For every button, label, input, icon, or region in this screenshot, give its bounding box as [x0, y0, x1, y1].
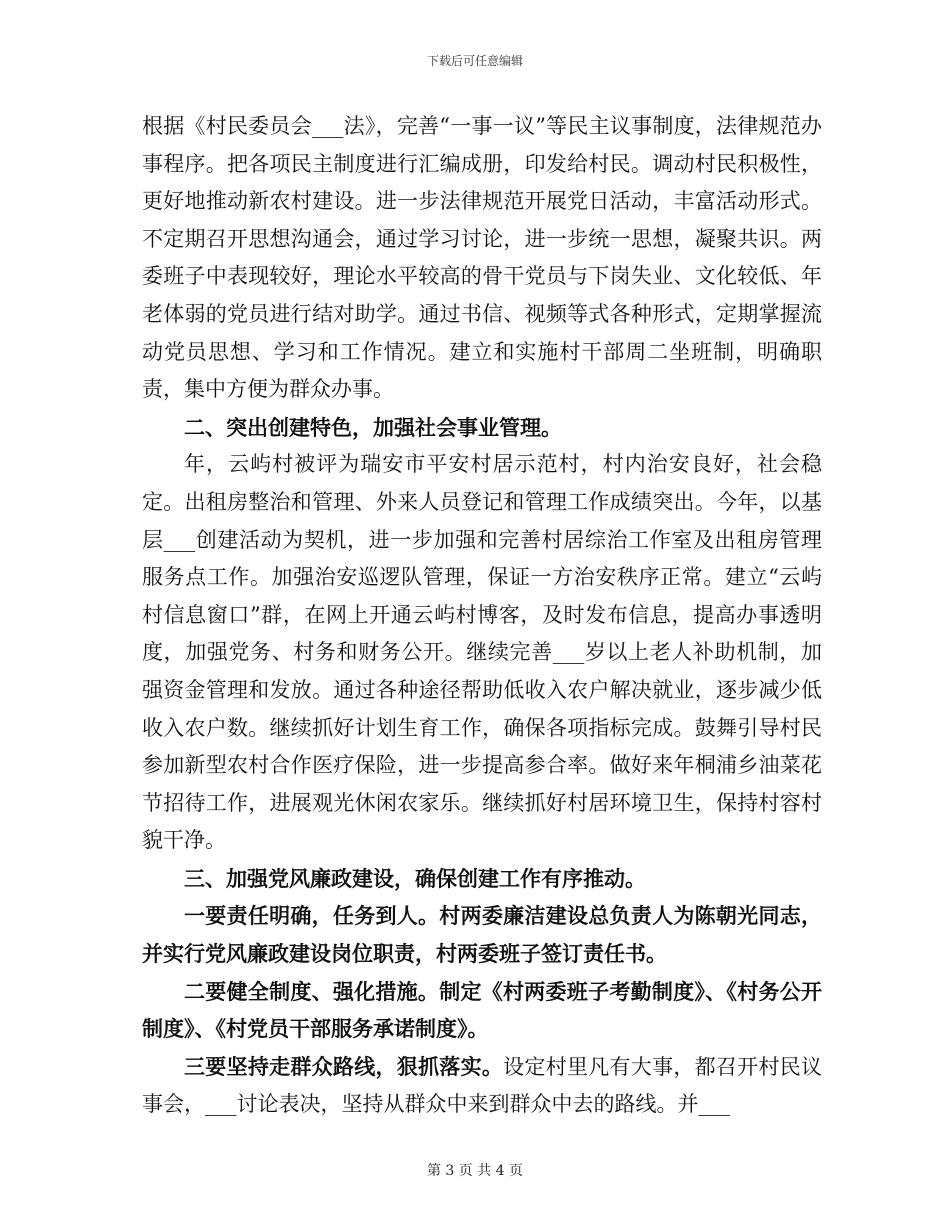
document-body — [142, 108, 822, 1124]
paragraph-system: 二要健全制度、强化措施。制定《村两委班子考勤制度》、《村务公开制度》、《村党员干部服务承诺制度》。 — [142, 978, 822, 1042]
paragraph-2: 年，云屿村被评为瑞安市平安村居示范村，村内治安良好，社会稳定。出租房整治和管理、外来人员登记和管理工作成绩突出。今年，以基层___创建活动为契机，进一步加强和完善村居综治工作室及出租房管理服务点工作。加强治安巡逻队管理，保证一方治安秩序正常。建立“云屿村信息窗口”群，在网上开通云屿村博客，及时发布信息，提高办事透明度，加强党务、村务和财务公开。继续完善___岁以上老人补助机制，加强资金管理和发放。通过各种途径帮助低收入农户解决就业，逐步减少低收入农户数。继续抓好计划生育工作，确保各项指标完成。鼓舞引导村民参加新型农村合作医疗保险，进一步提高参合率。做好来年桐浦乡油菜花节招待工作，进展观光休闲农家乐。继续抓好村居环境卫生，保持村容村貌干净。 — [142, 452, 822, 853]
page-number: 第 3 页 共 4 页 — [426, 1163, 524, 1179]
paragraph-1: 根据《村民委员会___法》，完善“一事一议”等民主议事制度，法律规范办事程序。把各项民主制度进行汇编成册，印发给村民。调动村民积极性，更好地推动新农村建设。进一步法律规范开展党日活动，丰富活动形式。不定期召开思想沟通会，通过学习讨论，进一步统一思想，凝聚共识。两委班子中表现较好，理论水平较高的骨干党员与下岗失业、文化较低、年老体弱的党员进行结对助学。通过书信、视频等式各种形式，定期掌握流动党员思想、学习和工作情况。建立和实施村干部周二坐班制，明确职责，集中方便为群众办事。 — [142, 114, 822, 402]
section-heading-3: 三、加强党风廉政建设，确保创建工作有序推动。 — [184, 865, 646, 891]
section-heading-2: 二、突出创建特色，加强社会事业管理。 — [184, 414, 562, 440]
paragraph-responsibility: 一要责任明确，任务到人。村两委廉洁建设总负责人为陈朝光同志，并实行党风廉政建设岗位职责，村两委班子签订责任书。 — [142, 903, 822, 967]
paragraph-lead-phrase: 三要坚持走群众路线，狠抓落实。 — [184, 1053, 504, 1079]
page-header-note: 下载后可任意编辑 — [426, 54, 523, 68]
paragraph-mass-line: 三要坚持走群众路线，狠抓落实。设定村里凡有大事，都召开村民议事会，___讨论表决，坚持从群众中来到群众中去的路线。并___ — [142, 1053, 823, 1117]
